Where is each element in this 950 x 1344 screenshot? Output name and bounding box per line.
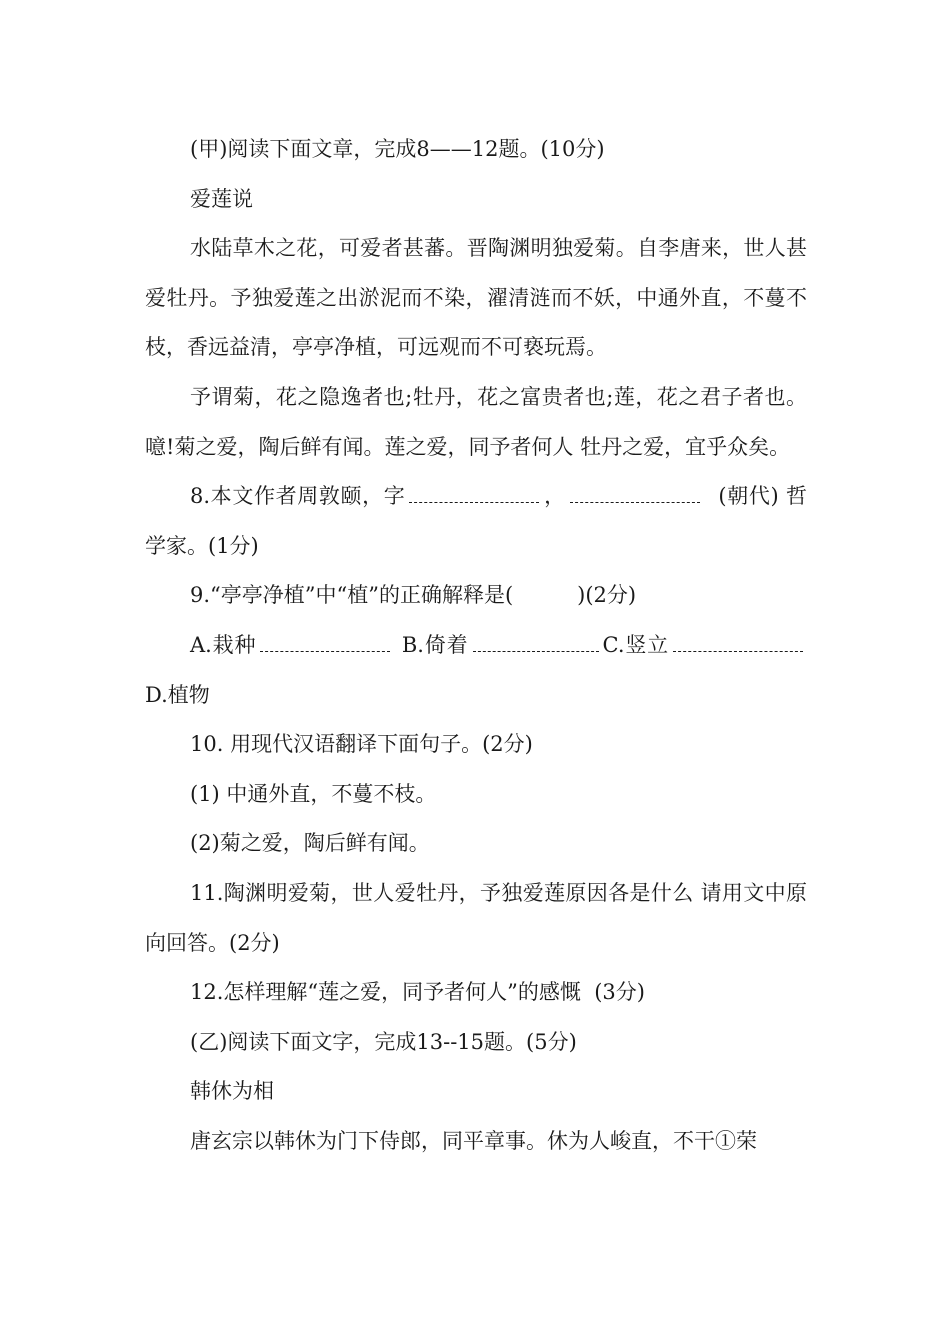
section-yi-paragraph-1: 唐玄宗以韩休为门下侍郎，同平章事。休为人峻直，不干①荣 (190, 1128, 757, 1153)
question-12: 12.怎样理解“莲之爱，同予者何人”的感慨 (3分) (190, 980, 645, 1005)
option-c-blank (673, 635, 803, 652)
question-10-sub-2: (2)菊之爱，陶后鲜有闻。 (190, 831, 430, 856)
question-9-options (145, 621, 807, 720)
question-11: 11.陶渊明爱菊，世人爱牡丹，予独爱莲原因各是什么 请用文中原向回答。(2分) (145, 880, 807, 955)
question-10-sub-1: (1) 中通外直，不蔓不枝。 (190, 781, 437, 806)
option-c: C.竖立 (602, 632, 670, 657)
option-b: B.倚着 (401, 632, 469, 657)
option-a: A.栽种 (190, 632, 257, 657)
option-a-blank (260, 635, 390, 652)
question-9 (145, 571, 807, 621)
option-d: D.植物 (145, 682, 210, 707)
question-9-prefix: 9.“亭亭净植”中“植”的正确解释是( (190, 583, 514, 608)
document-page (145, 125, 807, 1166)
question-8 (145, 472, 807, 571)
question-8-blank-1[interactable] (409, 486, 539, 503)
question-8-blank-2[interactable] (570, 486, 700, 503)
question-8-mid: ， (543, 484, 566, 509)
section-yi-instruction: (乙)阅读下面文字，完成13--15题。(5分) (190, 1029, 577, 1054)
section-jia-paragraph-2: 予谓菊，花之隐逸者也;牡丹，花之富贵者也;莲，花之君子者也。噫!菊之爱，陶后鲜有闻。莲之爱，同予者何人 牡丹之爱，宜乎众矣。 (145, 384, 807, 459)
question-10: 10. 用现代汉语翻译下面句子。(2分) (190, 732, 533, 757)
option-b-blank (473, 635, 599, 652)
section-jia-title: 爱莲说 (190, 186, 253, 211)
section-jia-instruction: (甲)阅读下面文章，完成8——12题。(10分) (190, 137, 605, 161)
question-8-prefix: 8.本文作者周敦颐，字 (190, 484, 406, 509)
question-8-suffix: (朝代) 哲学家。(1分) (145, 484, 807, 558)
section-yi-title: 韩休为相 (190, 1079, 274, 1104)
question-9-suffix: )(2分) (577, 583, 637, 608)
section-jia-paragraph-1: 水陆草木之花，可爱者甚蕃。晋陶渊明独爱菊。自李唐来，世人甚爱牡丹。予独爱莲之出淤泥而不染，濯清涟而不妖，中通外直，不蔓不枝，香远益清，亭亭净植，可远观而不可亵玩焉。 (145, 236, 807, 360)
